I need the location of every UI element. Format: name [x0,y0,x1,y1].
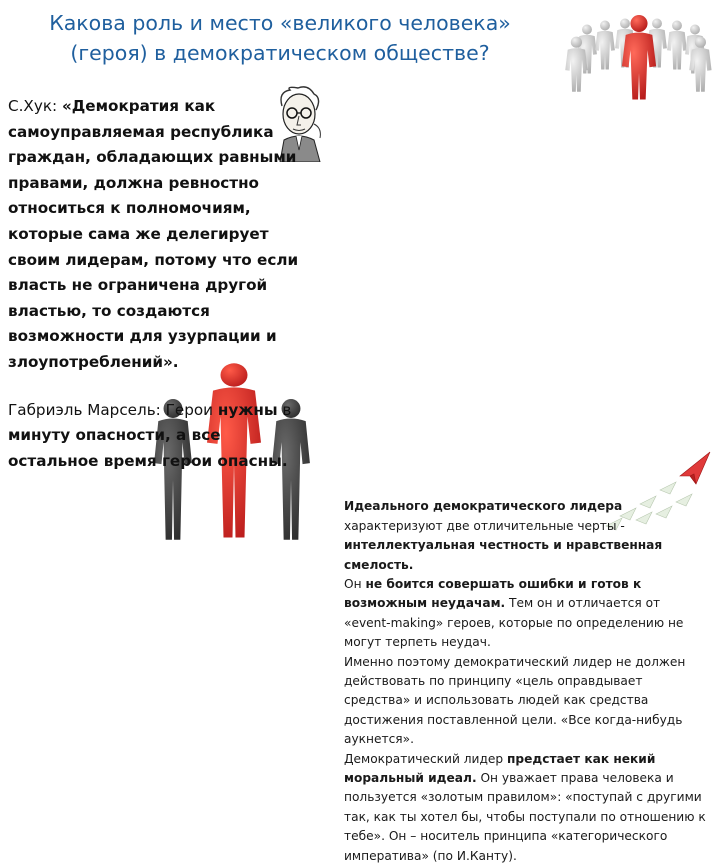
moral-ideal-paragraph [344,750,710,866]
ideal-leader-heading: Идеального демократического лидера [344,499,623,514]
ideal-leader-paragraph [344,497,710,575]
hook-quote [8,94,314,376]
marcel-quote-in: в [277,400,292,419]
marcel-quote [8,398,314,475]
hook-quote-text: «Демократия как самоуправляемая республика граждан, обладающих равными правами, должна ревностно относиться к полномочиям, которые сама же делегирует своим лидерам, потому что если власть не ограничена другой властью, то создаются возможности для узурпации и злоупотреблений». [8,97,299,371]
right-description [344,497,710,866]
left-quotes [8,94,314,474]
marcel-quote-rest: минуту опасности, а все остальное время герои опасны. [8,426,288,470]
means-paragraph: Именно поэтому демократический лидер не должен действовать по принципу «цель оправдывает средства» и использовать людей как средства достижения поставленной цели. «Все когда-нибудь аукнется». [344,654,686,747]
mistakes-he: Он [344,576,366,591]
slide-title-line2: (героя) в демократическом обществе? [70,41,490,65]
hook-quote-author: С.Хук: [8,97,62,115]
ideal-leader-traits: интеллектуальная честность и нравственная смелость. [344,538,663,572]
ideal-leader-text: характеризуют две отличительные черты - [344,518,625,533]
slide-title-line1: Какова роль и место «великого человека» [49,11,511,35]
marcel-quote-author: Габриэль Марсель: [8,400,166,419]
mistakes-text: Тем он и отличается от «event-making» героев, которые по определению не могут терпеть неудач. [344,596,684,650]
marcel-quote-heroes: Герои [165,400,218,419]
moral-ideal-bold: предстает как некий моральный идеал. [344,751,656,785]
mistakes-paragraph [344,575,710,653]
moral-ideal-lead: Демократический лидер [344,751,507,766]
marcel-quote-needed: нужны [217,400,278,419]
slide-title [0,8,560,68]
leader-figures-illustration [562,6,714,104]
moral-ideal-text: Он уважает права человека и пользуется «золотым правилом»: «поступай с другими так, как ты хотел бы, чтобы поступали по отношению к тебе». Он – носитель принципа «категорического императива» (по И.Канту). [344,771,706,863]
mistakes-bold: не боится совершать ошибки и готов к возможным неудачам. [344,576,642,611]
